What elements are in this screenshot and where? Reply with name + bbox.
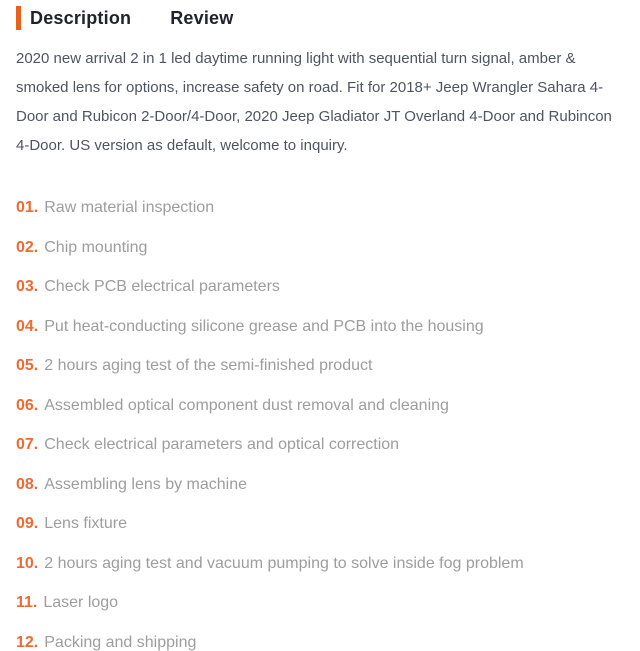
step-number: 11. <box>16 594 38 611</box>
step-text: Chip mounting <box>44 238 148 256</box>
list-item <box>16 397 624 414</box>
production-process-list <box>16 199 624 651</box>
step-number: 07. <box>16 436 39 453</box>
step-number: 05. <box>16 357 39 374</box>
step-number: 09. <box>16 515 39 532</box>
step-number: 12. <box>16 633 39 651</box>
product-description-text: 2020 new arrival 2 in 1 led daytime running light with sequential turn signal, amber & smoked lens for options, increase safety on road. Fit for 2018+ Jeep Wrangler Sahara 4-Door and Rubicon 2-Door/4-Door, 2020 Jeep Gladiator JT Overland 4-Door and Rubincon 4-Door. US version as default, welcome to inquiry. <box>16 50 612 154</box>
tab-bar <box>16 6 624 30</box>
step-number: 08. <box>16 475 39 493</box>
step-text: Check electrical parameters and optical correction <box>44 436 400 453</box>
list-item <box>16 318 624 335</box>
list-item <box>16 357 624 374</box>
list-item <box>16 634 624 651</box>
list-item <box>16 278 624 295</box>
list-item <box>16 555 624 572</box>
list-item <box>16 239 624 256</box>
step-text: Lens fixture <box>44 515 127 532</box>
step-text: 2 hours aging test of the semi-finished product <box>44 357 373 374</box>
step-number: 06. <box>16 396 39 414</box>
tab-review[interactable]: Review <box>170 8 234 28</box>
step-text: Assembled optical component dust removal and cleaning <box>44 396 449 414</box>
step-text: Assembling lens by machine <box>44 475 248 493</box>
step-number: 02. <box>16 238 39 256</box>
list-item <box>16 594 624 611</box>
step-number: 03. <box>16 278 39 295</box>
step-text: Put heat-conducting silicone grease and PCB into the housing <box>44 317 484 335</box>
step-text: Packing and shipping <box>44 633 197 651</box>
list-item <box>16 476 624 493</box>
list-item <box>16 199 624 216</box>
list-item <box>16 436 624 453</box>
list-item <box>16 515 624 532</box>
step-number: 04. <box>16 317 39 335</box>
step-text: Laser logo <box>43 594 119 611</box>
step-number: 10. <box>16 554 39 572</box>
step-text: Check PCB electrical parameters <box>44 278 280 295</box>
tab-description[interactable]: Description <box>16 6 131 30</box>
step-number: 01. <box>16 199 39 216</box>
step-text: 2 hours aging test and vacuum pumping to solve inside fog problem <box>44 554 524 572</box>
step-text: Raw material inspection <box>44 199 215 216</box>
